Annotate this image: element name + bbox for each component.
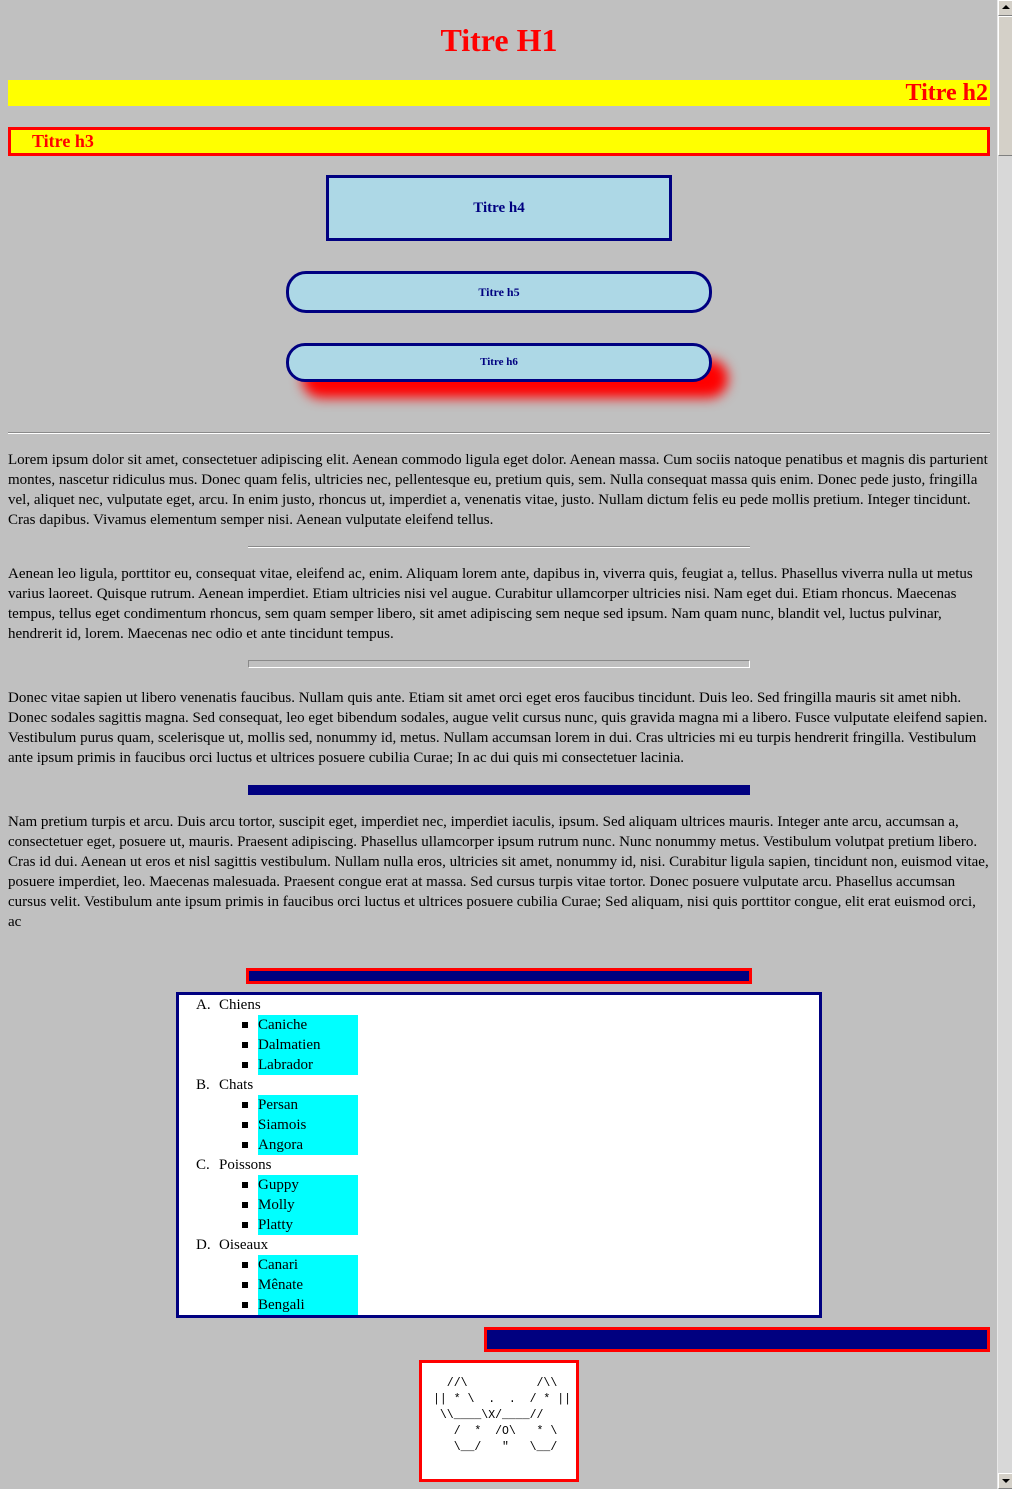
- category-item: [179, 1235, 819, 1315]
- list-item: [179, 1275, 819, 1295]
- list-item: [179, 1195, 819, 1215]
- square-bullet-icon: [242, 1122, 248, 1128]
- scroll-down-button[interactable]: [998, 1473, 1012, 1489]
- divider-plain: [8, 432, 990, 434]
- square-bullet-icon: [242, 1262, 248, 1268]
- list-item-label: Labrador: [258, 1055, 358, 1075]
- scroll-up-arrow-icon: [1002, 5, 1010, 9]
- square-bullet-icon: [242, 1302, 248, 1308]
- scroll-down-arrow-icon: [1002, 1479, 1010, 1483]
- list-item-label: Mênate: [258, 1275, 358, 1295]
- divider-thick: [248, 660, 750, 668]
- category-item: [179, 1155, 819, 1235]
- list-item: [179, 1175, 819, 1195]
- heading-h3: Titre h3: [8, 127, 990, 156]
- square-bullet-icon: [242, 1022, 248, 1028]
- list-item: [179, 1295, 819, 1315]
- list-item-label: Persan: [258, 1095, 358, 1115]
- divider-navy-red-right: [484, 1327, 990, 1352]
- square-bullet-icon: [242, 1062, 248, 1068]
- list-item: [179, 1095, 819, 1115]
- heading-h2: Titre h2: [8, 80, 990, 106]
- category-marker: D.: [196, 1237, 211, 1253]
- list-item: [179, 1035, 819, 1055]
- scroll-up-button[interactable]: [998, 0, 1012, 16]
- list-item: [179, 1055, 819, 1075]
- paragraph-2: Aenean leo ligula, porttitor eu, consequat vitae, eleifend ac, enim. Aliquam lorem ante, dapibus in, viverra quis, feugiat a, tellus. Phasellus viverra nulla ut metus varius laoreet. Quisque rutrum. Aenean imperdiet. Etiam ultricies nisi vel augue. Curabitur ullamcorper ultricies nisi. Nam eget dui. Etiam rhoncus. Maecenas tempus, tellus eget condimentum rhoncus, sem quam semper libero, sit amet adipiscing sem neque sed ipsum. Nam quam nunc, blandit vel, luctus pulvinar, hendrerit id, lorem. Maecenas nec odio et ante tincidunt tempus.: [8, 566, 973, 642]
- category-label: Chiens: [219, 997, 261, 1013]
- square-bullet-icon: [242, 1282, 248, 1288]
- list-item: [179, 1135, 819, 1155]
- square-bullet-icon: [242, 1142, 248, 1148]
- list-item-label: Caniche: [258, 1015, 358, 1035]
- list-item-label: Guppy: [258, 1175, 358, 1195]
- divider-half: [248, 546, 750, 548]
- ascii-art: //\ /\\ || * \ . . / * || \\____\X/____// / * /O\ * \ \__/ " \__/: [433, 1377, 572, 1454]
- list-item: [179, 1115, 819, 1135]
- heading-h5: Titre h5: [286, 271, 712, 313]
- subcategory-list: [179, 1255, 819, 1315]
- category-label: Oiseaux: [219, 1237, 269, 1253]
- category-list: [179, 995, 819, 1315]
- list-item-label: Molly: [258, 1195, 358, 1215]
- list-item-label: Angora: [258, 1135, 358, 1155]
- category-marker: C.: [196, 1157, 210, 1173]
- list-item: [179, 1015, 819, 1035]
- category-item: [179, 995, 819, 1075]
- heading-h4: Titre h4: [326, 175, 672, 241]
- subcategory-list: [179, 1175, 819, 1235]
- list-item: [179, 1255, 819, 1275]
- divider-navy: [248, 785, 750, 795]
- square-bullet-icon: [242, 1042, 248, 1048]
- category-marker: B.: [196, 1077, 210, 1093]
- list-item-label: Bengali: [258, 1295, 358, 1315]
- heading-h1: Titre H1: [440, 22, 558, 58]
- category-marker: A.: [196, 997, 211, 1013]
- vertical-scrollbar[interactable]: [997, 0, 1012, 1489]
- paragraph-3: Donec vitae sapien ut libero venenatis faucibus. Nullam quis ante. Etiam sit amet orci eget eros faucibus tincidunt. Duis leo. Sed fringilla mauris sit amet nibh. Donec sodales sagittis magna. Sed consequat, leo eget bibendum sodales, augue velit cursus nunc, quis gravida magna mi a libero. Fusce vulputate eleifend sapien. Vestibulum purus quam, scelerisque ut, mollis sed, nonummy id, metus. Nullam accumsan lorem in dui. Cras ultricies mi eu turpis hendrerit fringilla. Vestibulum ante ipsum primis in faucibus orci luctus et ultrices posuere cubilia Curae; In ac dui quis mi consectetuer lacinia.: [8, 690, 988, 766]
- list-item-label: Canari: [258, 1255, 358, 1275]
- category-label: Chats: [219, 1077, 254, 1093]
- animal-list-box: [176, 992, 822, 1318]
- paragraph-1: Lorem ipsum dolor sit amet, consectetuer adipiscing elit. Aenean commodo ligula eget dolor. Aenean massa. Cum sociis natoque penatibus et magnis dis parturient montes, nascetur ridiculus mus. Donec quam felis, ultricies nec, pellentesque eu, pretium quis, sem. Nulla consequat massa quis enim. Donec pede justo, fringilla vel, aliquet nec, vulputate eget, arcu. In enim justo, rhoncus ut, imperdiet a, venenatis vitae, justo. Nullam dictum felis eu pede mollis pretium. Integer tincidunt. Cras dapibus. Vivamus elementum semper nisi. Aenean vulputate eleifend tellus.: [8, 452, 988, 528]
- square-bullet-icon: [242, 1182, 248, 1188]
- subcategory-list: [179, 1095, 819, 1155]
- list-item-label: Dalmatien: [258, 1035, 358, 1055]
- list-item: [179, 1215, 819, 1235]
- square-bullet-icon: [242, 1102, 248, 1108]
- divider-navy-red: [246, 968, 752, 984]
- list-item-label: Siamois: [258, 1115, 358, 1135]
- ascii-art-box: [419, 1360, 579, 1482]
- square-bullet-icon: [242, 1222, 248, 1228]
- category-item: [179, 1075, 819, 1155]
- paragraph-4: Nam pretium turpis et arcu. Duis arcu tortor, suscipit eget, imperdiet nec, imperdiet iaculis, ipsum. Sed aliquam ultrices mauris. Integer ante arcu, accumsan a, consectetuer eget, posuere ut, mauris. Praesent adipiscing. Phasellus ullamcorper ipsum rutrum nunc. Nunc nonummy metus. Vestibulum volutpat pretium libero. Cras id dui. Aenean ut eros et nisl sagittis vestibulum. Nullam nulla eros, ultricies sit amet, nonummy id, nisi. Curabitur ligula sapien, tincidunt non, euismod vitae, posuere imperdiet, leo. Maecenas malesuada. Praesent congue erat at massa. Sed cursus turpis vitae tortor. Donec posuere vulputate arcu. Phasellus accumsan cursus velit. Vestibulum ante ipsum primis in faucibus orci luctus et ultrices posuere cubilia Curae; Sed aliquam, nisi quis porttitor congue, elit erat euismod orci, ac: [8, 814, 989, 930]
- category-label: Poissons: [219, 1157, 272, 1173]
- list-item-label: Platty: [258, 1215, 358, 1235]
- subcategory-list: [179, 1015, 819, 1075]
- square-bullet-icon: [242, 1202, 248, 1208]
- scrollbar-thumb[interactable]: [998, 16, 1012, 156]
- heading-h6: Titre h6: [286, 343, 712, 382]
